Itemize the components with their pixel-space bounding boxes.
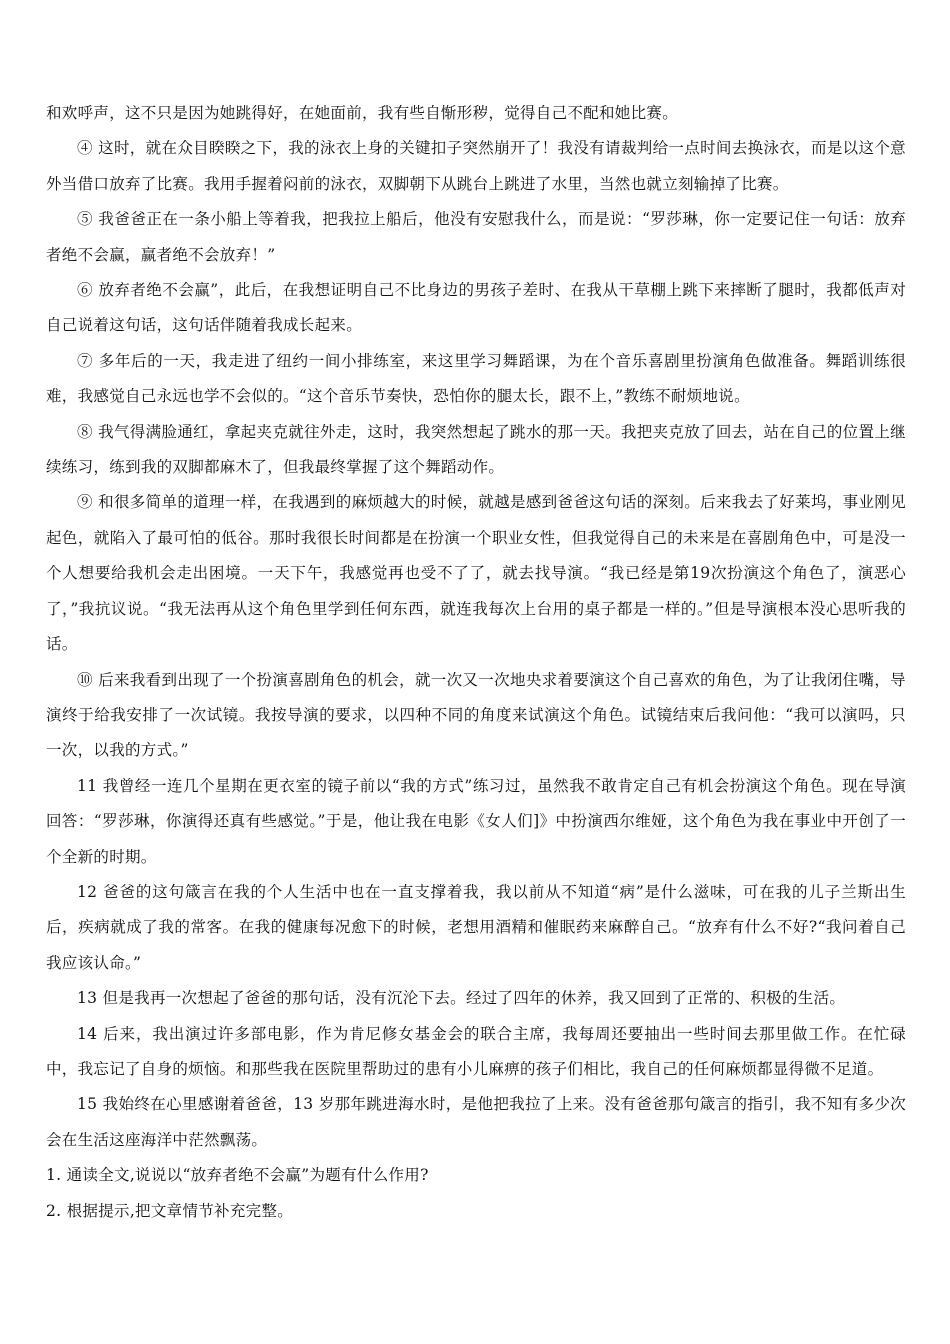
paragraph-12: 12 爸爸的这句箴言在我的个人生活中也在一直支撑着我，我以前从不知道“病”是什么滋味，可在我的儿子兰斯出生后，疾病就成了我的常客。在我的健康每况愈下的时候，老想用酒精和催眠药来麻醉自己。“放弃有什么不好?“我问着自己我应该认命。” (46, 882, 906, 972)
paragraph-13: 13 但是我再一次想起了爸爸的那句话，没有沉沦下去。经过了四年的休养，我又回到了正常的、积极的生活。 (77, 989, 846, 1008)
paragraph-4: ④ 这时，就在众目睽睽之下，我的泳衣上身的关键扣子突然崩开了！我没有请裁判给一点时间去换泳衣，而是以这个意外当借口放弃了比赛。我用手握着闷前的泳衣，双脚朝下从跳台上跳进了水里，当然也就立刻输掉了比赛。 (46, 139, 906, 193)
paragraph-continued: 和欢呼声，这不只是因为她跳得好，在她面前，我有些自惭形秽，觉得自己不配和她比赛。 (46, 104, 679, 122)
paragraph-9: ⑨ 和很多简单的道理一样，在我遇到的麻烦越大的时候，就越是感到爸爸这句话的深刻。后来我去了好莱坞，事业刚见起色，就陷入了最可怕的低谷。那时我很长时间都是在扮演一个职业女性，但我觉得自己的未来是在喜剧角色中，可是没一个人想要给我机会走出困境。一天下午，我感觉再也受不了了，就去找导演。“我已经是第19次扮演这个角色了，演恶心了，”我抗议说。“我无法再从这个角色里学到任何东西，就连我每次上台用的桌子都是一样的。”但是导演根本没心思听我的话。 (46, 493, 906, 654)
paragraph-7: ⑦ 多年后的一天，我走进了纽约一间小排练室，来这里学习舞蹈课，为在个音乐喜剧里扮演角色做准备。舞蹈训练很难，我感觉自己永远也学不会似的。“这个音乐节奏快，恐怕你的腿太长，跟不上，”教练不耐烦地说。 (46, 351, 906, 406)
paragraph-10: ⑩ 后来我看到出现了一个扮演喜剧角色的机会，就一次又一次地央求着要演这个自己喜欢的角色，为了让我闭住嘴，导演终于给我安排了一次试镜。我按导演的要求，以四种不同的角度来试演这个角色。试镜结束后我问他：“我可以演吗，只一次，以我的方式。” (46, 670, 906, 760)
article-body (46, 96, 906, 1229)
question-2: 2. 根据提示,把文章情节补充完整。 (46, 1201, 294, 1220)
paragraph-14: 14 后来，我出演过许多部电影，作为肯尼修女基金会的联合主席，我每周还要抽出一些时间去那里做工作。在忙碌中，我忘记了自身的烦恼。和那些我在医院里帮助过的患有小儿麻痹的孩子们相比，我自己的任何麻烦都显得微不足道。 (46, 1024, 906, 1078)
question-1: 1. 通读全文,说说以“放弃者绝不会赢”为题有什么作用? (46, 1166, 429, 1185)
paragraph-15: 15 我始终在心里感谢着爸爸，13 岁那年跳进海水时，是他把我拉了上来。没有爸爸那句箴言的指引，我不知有多少次会在生活这座海洋中茫然飘荡。 (46, 1095, 906, 1149)
paragraph-11: 11 我曾经一连几个星期在更衣室的镜子前以“我的方式”练习过，虽然我不敢肯定自己有机会扮演这个角色。现在导演回答：“罗莎琳，你演得还真有些感觉。”于是，他让我在电影《女人们]》中扮演西尔维娅，这个角色为我在事业中开创了一个全新的时期。 (46, 776, 906, 866)
paragraph-6: ⑥ 放弃者绝不会赢”，此后，在我想证明自己不比身边的男孩子差时、在我从干草棚上跳下来摔断了腿时，我都低声对自己说着这句话，这句话伴随着我成长起来。 (46, 281, 906, 335)
paragraph-5: ⑤ 我爸爸正在一条小船上等着我，把我拉上船后，他没有安慰我什么，而是说：“罗莎琳，你一定要记住一句话：放弃者绝不会赢，赢者绝不会放弃！” (46, 210, 906, 264)
paragraph-8: ⑧ 我气得满脸通红，拿起夹克就往外走，这时，我突然想起了跳水的那一天。我把夹克放了回去，站在自己的位置上继续练习，练到我的双脚都麻木了，但我最终掌握了这个舞蹈动作。 (46, 422, 906, 477)
